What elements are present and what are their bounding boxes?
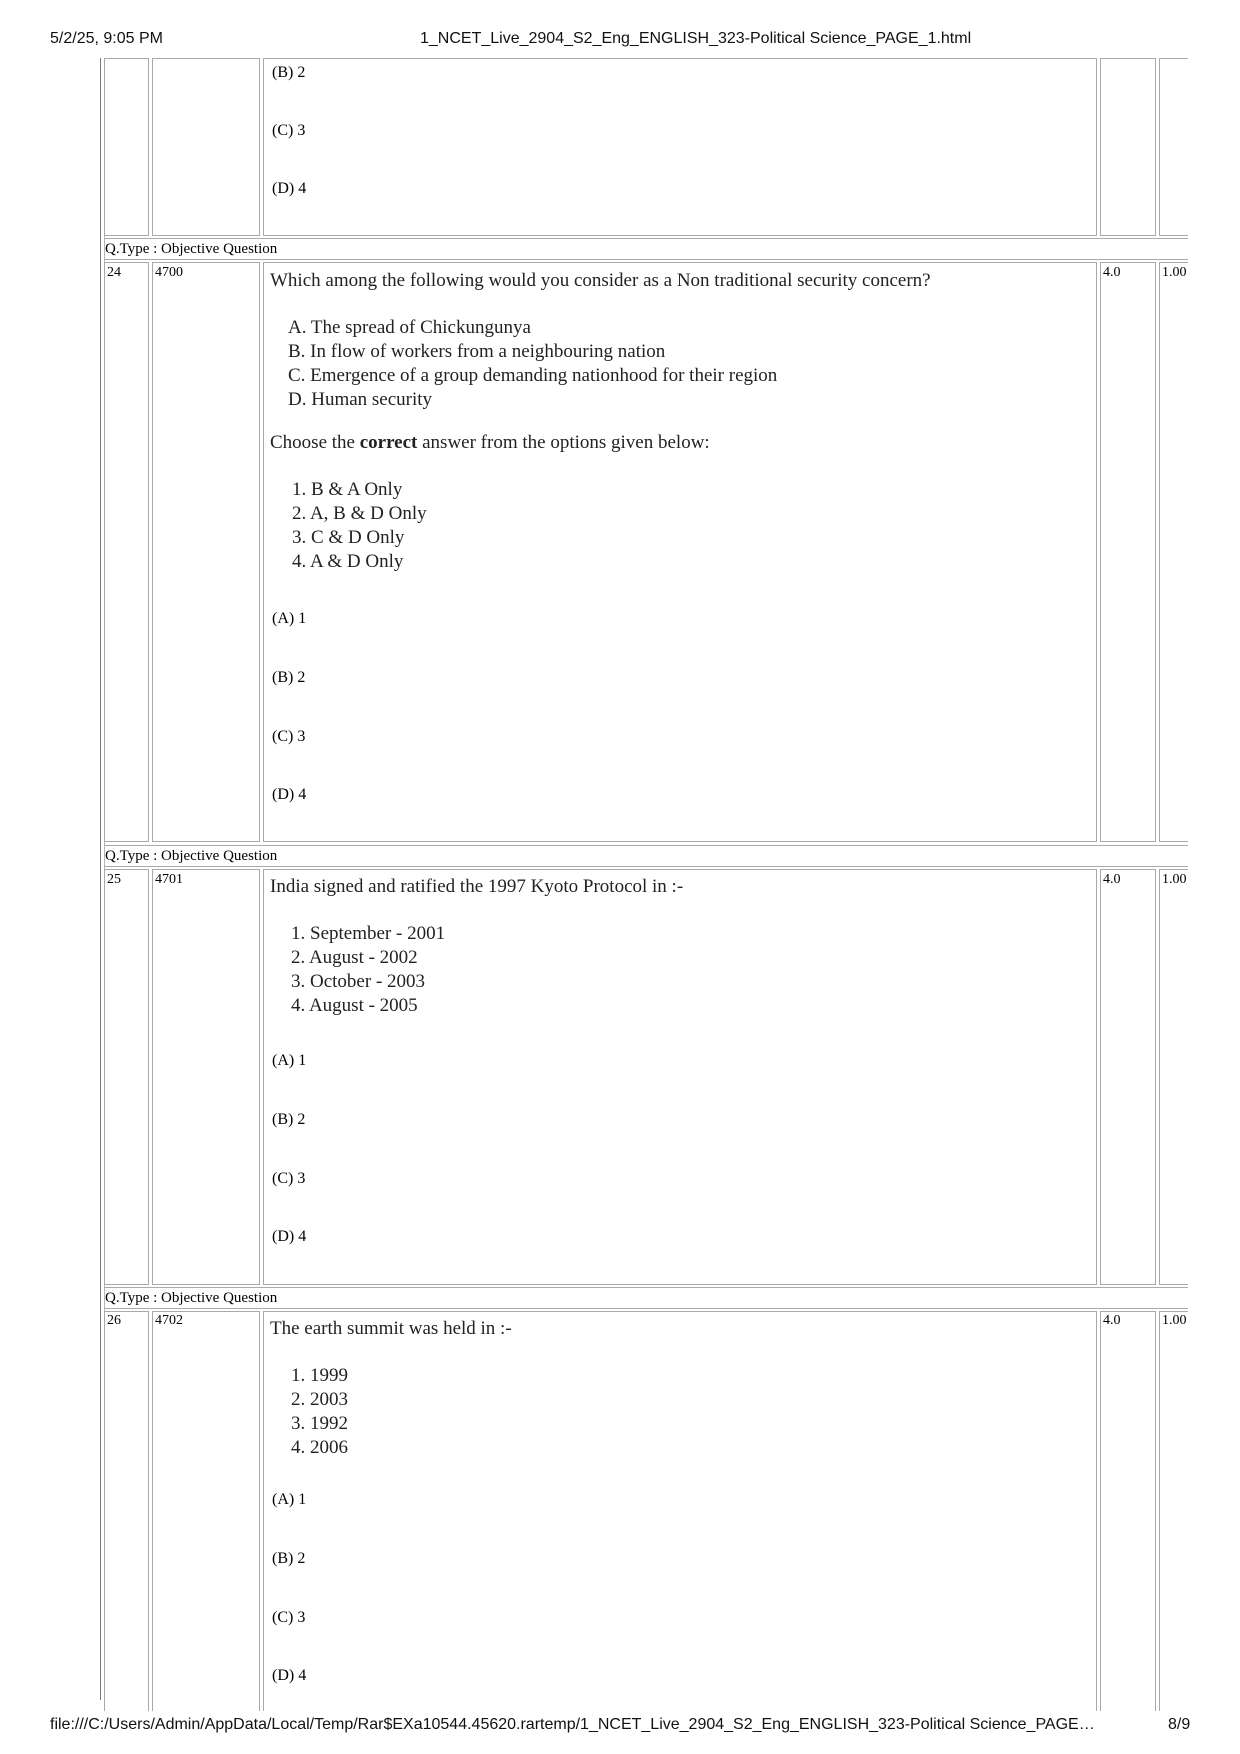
prev-option-b: (B) 2: [272, 64, 306, 81]
qtype-label-26: Q.Type : Objective Question: [105, 1290, 278, 1306]
question-id: 4701: [155, 872, 183, 887]
instruction-text: [270, 432, 710, 454]
instruction-post: answer from the options given below:: [417, 432, 710, 453]
option-b: (B) 2: [272, 1550, 306, 1567]
option-c: (C) 3: [272, 1170, 306, 1187]
question-number: 25: [107, 872, 121, 887]
option-d: (D) 4: [272, 1667, 307, 1684]
qnum-cell-24: [104, 262, 149, 842]
prev-marks-cell: [1100, 58, 1156, 236]
choice-list: [292, 478, 427, 574]
question-marks: 4.0: [1103, 1313, 1121, 1328]
option-d: (D) 4: [272, 1228, 307, 1245]
choice-item: 1. 1999: [291, 1365, 348, 1386]
question-text: The earth summit was held in :-: [270, 1318, 512, 1339]
option-d: (D) 4: [272, 786, 307, 803]
question-negative-marks: 1.00: [1162, 1313, 1187, 1328]
choice-list: [291, 1364, 348, 1460]
choice-item: 3. 1992: [291, 1413, 348, 1434]
question-number: 24: [107, 265, 121, 280]
option-b: (B) 2: [272, 669, 306, 686]
choice-item: 4. August - 2005: [291, 995, 418, 1016]
qbody-cell-26: [263, 1311, 1097, 1711]
option-b: (B) 2: [272, 1111, 306, 1128]
prev-option-d: (D) 4: [272, 180, 307, 197]
question-negative-marks: 1.00: [1162, 872, 1187, 887]
file-path: file:///C:/Users/Admin/AppData/Local/Temp/Rar$EXa10544.45620.rartemp/1_NCET_Live_2904_S2_Eng_ENGLISH_323-Political Science_PAGE…: [50, 1716, 1095, 1733]
option-c: (C) 3: [272, 728, 306, 745]
choice-item: 1. September - 2001: [291, 923, 446, 944]
question-marks: 4.0: [1103, 265, 1121, 280]
table-outer-left-border: [100, 58, 101, 1700]
qid-cell-25: [152, 869, 260, 1285]
qtype-label-25: Q.Type : Objective Question: [105, 848, 278, 864]
qnum-cell-25: [104, 869, 149, 1285]
print-datetime: 5/2/25, 9:05 PM: [50, 30, 163, 47]
question-id: 4702: [155, 1313, 183, 1328]
choice-item: 1. B & A Only: [292, 479, 403, 500]
statement-list: [288, 316, 777, 412]
qid-cell-26: [152, 1311, 260, 1711]
choice-item: 3. C & D Only: [292, 527, 405, 548]
page-right-clip: [1188, 0, 1240, 1754]
option-a: (A) 1: [272, 1491, 307, 1508]
statement-item: D. Human security: [288, 389, 433, 410]
question-negative-marks: 1.00: [1162, 265, 1187, 280]
prev-question-cell: [263, 58, 1097, 236]
choice-item: 4. A & D Only: [292, 551, 404, 572]
choice-item: 4. 2006: [291, 1437, 348, 1458]
prev-option-c: (C) 3: [272, 122, 306, 139]
option-c: (C) 3: [272, 1609, 306, 1626]
choice-item: 2. 2003: [291, 1389, 348, 1410]
question-id: 4700: [155, 265, 183, 280]
question-number: 26: [107, 1313, 121, 1328]
option-a: (A) 1: [272, 610, 307, 627]
prev-num-cell: [104, 58, 149, 236]
marks-cell-25: [1100, 869, 1156, 1285]
marks-cell-26: [1100, 1311, 1156, 1711]
instruction-pre: Choose the: [270, 432, 360, 453]
question-text: India signed and ratified the 1997 Kyoto Protocol in :-: [270, 876, 684, 897]
instruction-bold: correct: [359, 432, 418, 453]
statement-item: B. In flow of workers from a neighbouring nation: [288, 341, 666, 362]
choice-list: [291, 922, 445, 1018]
qnum-cell-26: [104, 1311, 149, 1711]
prev-id-cell: [152, 58, 260, 236]
statement-item: A. The spread of Chickungunya: [288, 317, 531, 338]
choice-item: 3. October - 2003: [291, 971, 426, 992]
marks-cell-24: [1100, 262, 1156, 842]
question-marks: 4.0: [1103, 872, 1121, 887]
document-title: 1_NCET_Live_2904_S2_Eng_ENGLISH_323-Political Science_PAGE_1.html: [420, 30, 972, 47]
choice-item: 2. August - 2002: [291, 947, 418, 968]
page-number: 8/9: [1168, 1716, 1191, 1733]
choice-item: 2. A, B & D Only: [292, 503, 427, 524]
option-a: (A) 1: [272, 1052, 307, 1069]
qid-cell-24: [152, 262, 260, 842]
question-text: Which among the following would you consider as a Non traditional security concern?: [270, 270, 931, 291]
statement-item: C. Emergence of a group demanding nationhood for their region: [288, 365, 778, 386]
qtype-label-24: Q.Type : Objective Question: [105, 241, 278, 257]
